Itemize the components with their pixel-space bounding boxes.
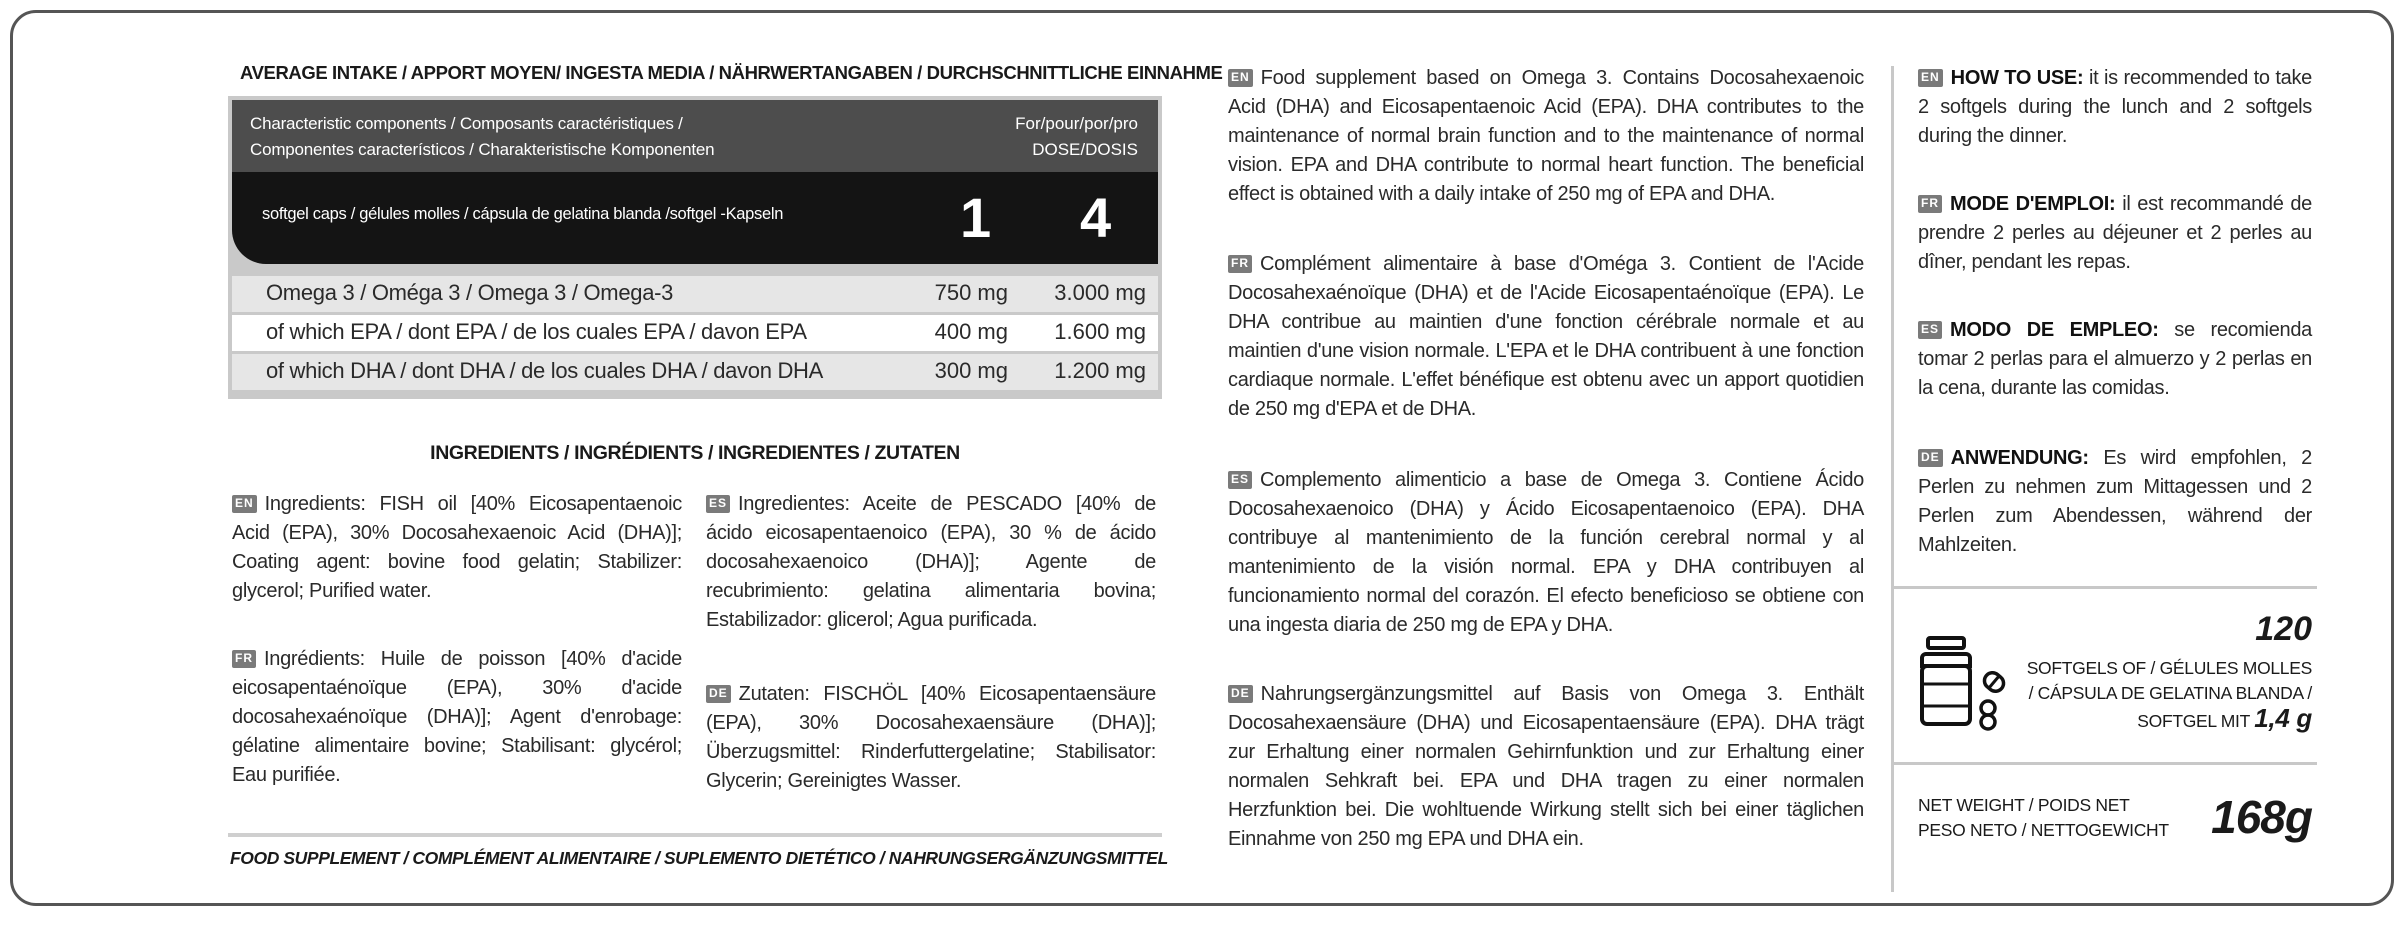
components-header [250,111,714,163]
lang-tag-en: EN [1918,69,1943,87]
ingredients-de [706,680,1156,796]
net-weight-line1: NET WEIGHT / POIDS NET [1918,795,2130,815]
description-de [1228,680,1864,854]
lang-tag-es: ES [1228,471,1252,489]
description-es-text: Complemento alimenticio a base de Omega 3. Contiene Ácido Docosahexaenoico (DHA) y Ácido Eicosapentaenoico (EPA). DHA contribuye al mantenimiento de la función cerebral normal y al mantenimiento de la visión normal. EPA y DHA contribuyen al funcionamiento normal del corazón. El efecto beneficioso se obtiene con una ingesta diaria de 250 mg de EPA y DHA. [1228,469,1864,636]
usage-es-text: se recomienda tomar 2 perlas para el almuerzo y 2 perlas en la cena, durante las comidas. [1918,319,2312,399]
lang-tag-fr: FR [1228,255,1252,273]
components-header-line1: Characteristic components / Composants caractéristiques / [250,114,683,133]
ingredients-en [232,490,682,606]
net-weight-label [1918,793,2169,843]
usage-es-label: MODO DE EMPLEO: [1950,319,2159,341]
count-label-line3: SOFTGEL MIT [2137,711,2250,731]
components-header-line2: Componentes característicos / Charakteristische Komponenten [250,140,715,159]
column-divider [1891,66,1894,892]
lang-tag-de: DE [1228,685,1253,703]
table-row [232,276,1158,312]
ingredients-fr-text: Ingrédients: Huile de poisson [40% d'acide eicosapentaénoïque (EPA), 30% d'acide docosahexaénoïque (DHA)]; Agent d'enrobage: gélatine alimentaire bovine; Stabilisant: glycérol; Eau purifiée. [232,648,682,786]
nutrition-table [228,96,1162,399]
nutrient-amount-one: 400 mg [934,319,1008,344]
nutrient-name: Omega 3 / Oméga 3 / Omega 3 / Omega-3 [266,280,674,305]
usage-de-label: ANWENDUNG: [1950,447,2089,469]
divider [1891,586,2317,589]
usage-de [1918,444,2312,560]
softgel-count: 120 [2255,610,2312,648]
softgel-quantity-row [232,172,1158,264]
lang-tag-en: EN [232,495,257,513]
ingredients-de-text: Zutaten: FISCHÖL [40% Eicosapentaensäure (EPA), 30% Docosahexaensäure (DHA)]; Überzugsmittel: Rinderfuttergelatine; Stabilisator: Glycerin; Gereinigtes Wasser. [706,683,1156,792]
lang-tag-es: ES [1918,321,1942,339]
description-fr [1228,250,1864,424]
softgel-weight: 1,4 g [2254,703,2312,733]
description-en-text: Food supplement based on Omega 3. Contains Docosahexaenoic Acid (DHA) and Eicosapentaenoic Acid (EPA). DHA contributes to the maintenance of normal brain function and to the maintenance of normal vision. EPA and DHA contribute to normal heart function. The beneficial effect is obtained with a daily intake of 250 mg of EPA and DHA. [1228,67,1864,205]
softgel-count-label [2010,656,2312,734]
count-label-line1: SOFTGELS OF / GÉLULES MOLLES [2026,658,2312,678]
quantity-four: 4 [1080,186,1112,249]
lang-tag-fr: FR [1918,195,1942,213]
food-supplement-footer: FOOD SUPPLEMENT / COMPLÉMENT ALIMENTAIRE / SUPLEMENTO DIETÉTICO / NAHRUNGSERGÄNZUNGSMITTEL [230,848,1168,868]
usage-fr-text: il est recommandé de prendre 2 perles au déjeuner et 2 perles au dîner, pendant les repas. [1918,193,2313,273]
lang-tag-fr: FR [232,650,256,668]
dose-header-line1: For/pour/por/pro [1015,114,1138,133]
quantity-one: 1 [960,186,992,249]
softgel-label: softgel caps / gélules molles / cápsula de gelatina blanda /softgel -Kapseln [262,205,784,223]
usage-en-text: it is recommended to take 2 softgels during the lunch and 2 softgels during the dinner. [1918,67,2312,147]
usage-fr-label: MODE D'EMPLOI: [1950,193,2116,215]
nutrient-name: of which DHA / dont DHA / de los cuales DHA / davon DHA [266,358,823,383]
ingredients-en-text: Ingredients: FISH oil [40% Eicosapentaenoic Acid (EPA), 30% Docosahexaenoic Acid (DHA)]; Coating agent: bovine food gelatin; Stabilizer: glycerol; Purified water. [232,493,682,602]
dose-header-line2: DOSE/DOSIS [1032,140,1138,159]
net-weight-value: 168g [2211,791,2312,843]
net-weight-line2: PESO NETO / NETTOGEWICHT [1918,820,2169,840]
description-en [1228,64,1864,209]
nutrient-name: of which EPA / dont EPA / de los cuales EPA / davon EPA [266,319,807,344]
lang-tag-de: DE [1918,449,1943,467]
table-row [232,354,1158,390]
count-label-line3-wrap [2010,703,2312,734]
divider [228,833,1162,837]
average-intake-title: AVERAGE INTAKE / APPORT MOYEN/ INGESTA MEDIA / NÄHRWERTANGABEN / DURCHSCHNITTLICHE EINNAHME [240,62,1223,83]
nutrient-amount-four: 3.000 mg [1054,280,1146,305]
table-row [232,315,1158,351]
lang-tag-en: EN [1228,69,1253,87]
description-fr-text: Complément alimentaire à base d'Oméga 3. Contient de l'Acide Docosahexaénoïque (DHA) et de l'Acide Eicosapentaénoïque (EPA). Le DHA contribue au maintien d'une fonction cérébrale normale et au maintien d'une vision normale. L'EPA et le DHA contribuent à une fonction cardiaque normale. L'effet bénéfique est obtenu avec un apport quotidien de 250 mg d'EPA et de DHA. [1228,253,1864,420]
usage-en-label: HOW TO USE: [1950,67,2084,89]
nutrient-amount-one: 300 mg [934,358,1008,383]
ingredients-es [706,490,1156,635]
description-es [1228,466,1864,640]
description-de-text: Nahrungsergänzungsmittel auf Basis von Omega 3. Enthält Docosahexaensäure (DHA) und Eicosapentaensäure (EPA). DHA trägt zur Erhaltung einer normalen Gehirnfunktion und zur Erhaltung einer normalen Sehkraft bei. EPA und DHA tragen zu einer normalen Herzfunktion bei. Die wohltuende Wirkung stellt sich bei einer täglichen Einnahme von 250 mg EPA und DHA ein. [1228,683,1864,850]
usage-de-text: Es wird empfohlen, 2 Perlen zu nehmen zum Mittagessen und 2 Perlen zum Abendessen, während der Mahlzeiten. [1918,447,2312,556]
usage-fr [1918,190,2312,277]
lang-tag-de: DE [706,685,731,703]
usage-en [1918,64,2312,151]
table-header-row [232,100,1158,172]
dose-header [1015,111,1138,163]
usage-es [1918,316,2312,403]
ingredients-fr [232,645,682,790]
ingredients-es-text: Ingredientes: Aceite de PESCADO [40% de ácido eicosapentaenoico (EPA), 30 % de ácido docosahexaenoico (DHA)]; Agente de recubrimiento: gelatina alimentaria bovina; Estabilizador: glicerol; Agua purificada. [706,493,1156,631]
divider [1891,762,2317,765]
nutrient-amount-four: 1.600 mg [1054,319,1146,344]
count-label-line2: / CÁPSULA DE GELATINA BLANDA / [2028,683,2312,703]
nutrient-amount-one: 750 mg [934,280,1008,305]
ingredients-title: INGREDIENTS / INGRÉDIENTS / INGREDIENTES / ZUTATEN [430,442,960,464]
nutrient-amount-four: 1.200 mg [1054,358,1146,383]
lang-tag-es: ES [706,495,730,513]
supplement-bottle-icon [1918,636,2008,736]
